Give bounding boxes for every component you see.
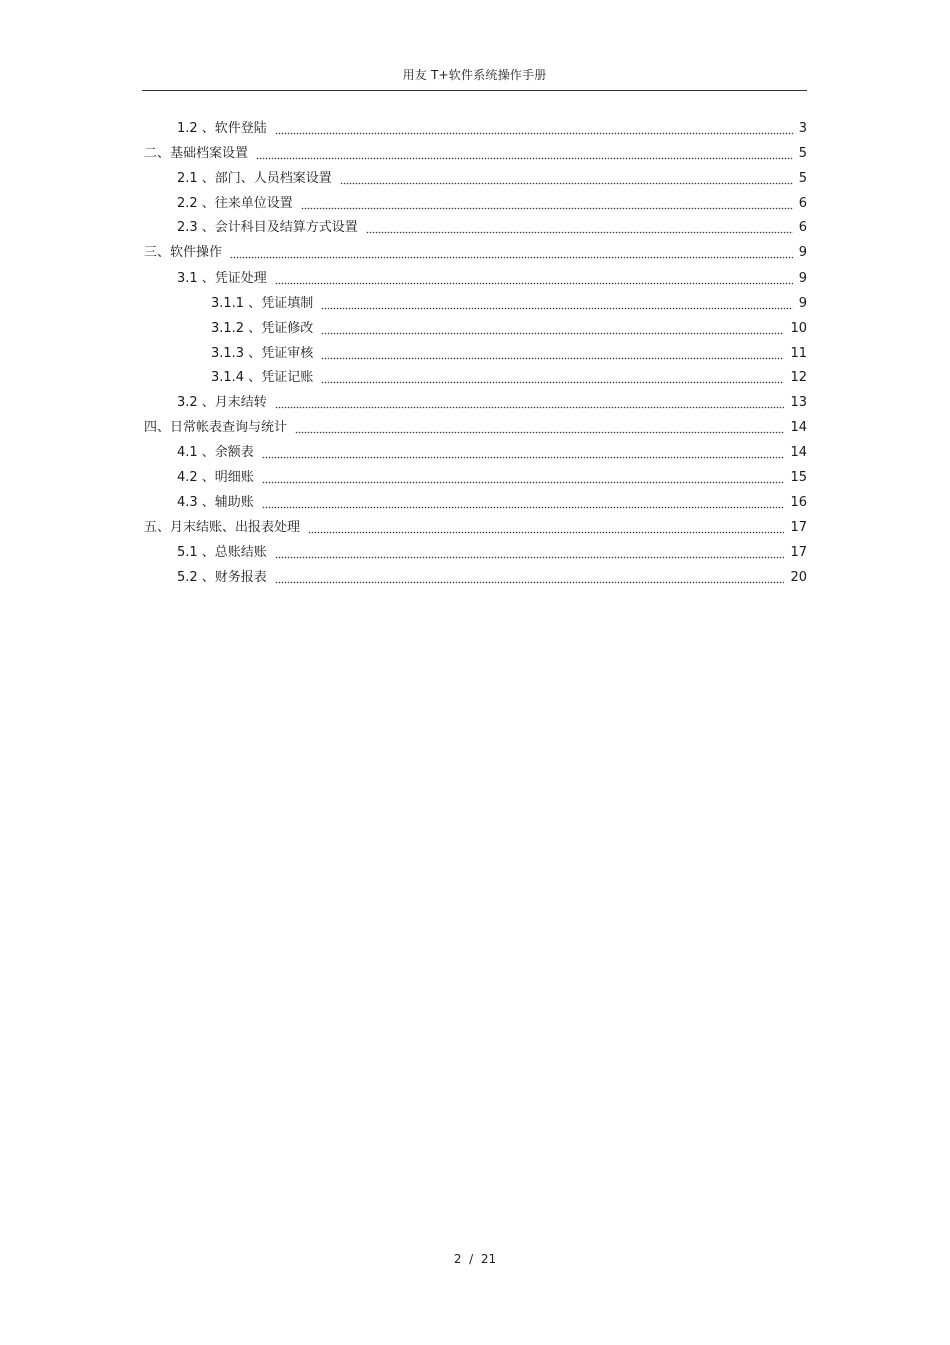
current-page-number: 2	[453, 1252, 462, 1266]
page-footer	[0, 1252, 950, 1266]
toc-entry-label: 5.2 、财务报表	[177, 570, 267, 585]
toc-entry-2-3[interactable]	[177, 218, 807, 238]
toc-page-number: 5	[798, 146, 807, 161]
toc-entry-label: 2.3 、会计科目及结算方式设置	[177, 220, 358, 235]
toc-entry-label: 三、软件操作	[144, 245, 223, 260]
toc-page-number: 15	[790, 470, 807, 485]
toc-dot-leader	[340, 169, 793, 189]
toc-entry-label: 5.1 、总账结账	[177, 545, 267, 560]
toc-page-number: 6	[798, 196, 807, 211]
toc-dot-leader	[275, 119, 793, 139]
toc-dot-leader	[275, 568, 785, 588]
toc-page-number: 9	[798, 296, 807, 311]
toc-entry-label: 五、月末结账、出报表处理	[144, 520, 301, 535]
toc-entry-label: 3.1.4 、凭证记账	[211, 370, 314, 385]
table-of-contents	[0, 0, 950, 600]
document-title: 用友 T+软件系统操作手册	[402, 68, 547, 82]
toc-entry-5-2[interactable]	[177, 568, 807, 588]
toc-page-number: 14	[790, 420, 807, 435]
toc-entry-3-1-3[interactable]	[211, 344, 807, 364]
toc-dot-leader	[321, 319, 784, 339]
toc-dot-leader	[321, 368, 784, 388]
toc-entry-label: 4.3 、辅助账	[177, 495, 254, 510]
toc-page-number: 20	[790, 570, 807, 585]
toc-entry-chapter-5[interactable]	[144, 518, 807, 538]
toc-entry-label: 3.1.1 、凭证填制	[211, 296, 314, 311]
toc-entry-label: 4.1 、余额表	[177, 445, 254, 460]
toc-page-number: 9	[798, 271, 807, 286]
toc-entry-5-1[interactable]	[177, 543, 807, 563]
toc-dot-leader	[295, 418, 784, 438]
toc-page-number: 11	[790, 346, 807, 361]
toc-dot-leader	[301, 194, 793, 214]
toc-dot-leader	[262, 443, 785, 463]
toc-entry-4-2[interactable]	[177, 468, 807, 488]
toc-dot-leader	[262, 493, 785, 513]
toc-dot-leader	[308, 518, 784, 538]
toc-entry-chapter-2[interactable]	[144, 144, 807, 164]
toc-entry-3-1-1[interactable]	[211, 294, 807, 314]
toc-entry-2-1[interactable]	[177, 169, 807, 189]
toc-page-number: 9	[798, 245, 807, 260]
toc-dot-leader	[366, 218, 793, 238]
toc-page-number: 5	[798, 171, 807, 186]
toc-entry-3-1-2[interactable]	[211, 319, 807, 339]
toc-entry-3-2[interactable]	[177, 393, 807, 413]
toc-entry-3-1[interactable]	[177, 269, 807, 289]
toc-page-number: 12	[790, 370, 807, 385]
toc-page-number: 17	[790, 520, 807, 535]
toc-entry-label: 3.1 、凭证处理	[177, 271, 267, 286]
toc-page-number: 10	[790, 321, 807, 336]
toc-entry-4-1[interactable]	[177, 443, 807, 463]
toc-dot-leader	[275, 393, 785, 413]
toc-page-number: 3	[798, 121, 807, 136]
toc-dot-leader	[321, 294, 793, 314]
toc-dot-leader	[275, 543, 785, 563]
toc-page-number: 16	[790, 495, 807, 510]
toc-dot-leader	[256, 144, 793, 164]
toc-entry-4-3[interactable]	[177, 493, 807, 513]
toc-dot-leader	[321, 344, 784, 364]
toc-page-number: 6	[798, 220, 807, 235]
toc-entry-chapter-4[interactable]	[144, 418, 807, 438]
toc-entry-label: 3.2 、月末结转	[177, 395, 267, 410]
toc-page-number: 13	[790, 395, 807, 410]
toc-dot-leader	[262, 468, 785, 488]
toc-entry-label: 3.1.2 、凭证修改	[211, 321, 314, 336]
total-page-count: 21	[480, 1252, 497, 1266]
toc-entry-label: 二、基础档案设置	[144, 146, 249, 161]
page-separator: /	[469, 1252, 474, 1266]
toc-dot-leader	[275, 269, 793, 289]
toc-entry-label: 3.1.3 、凭证审核	[211, 346, 314, 361]
toc-entry-1-2[interactable]	[177, 119, 807, 139]
toc-entry-label: 四、日常帐表查询与统计	[144, 420, 288, 435]
toc-entry-label: 2.2 、往来单位设置	[177, 196, 293, 211]
toc-entry-chapter-3[interactable]	[144, 243, 807, 263]
toc-entry-label: 1.2 、软件登陆	[177, 121, 267, 136]
toc-page-number: 17	[790, 545, 807, 560]
toc-entry-label: 4.2 、明细账	[177, 470, 254, 485]
toc-page-number: 14	[790, 445, 807, 460]
toc-entry-label: 2.1 、部门、人员档案设置	[177, 171, 332, 186]
toc-entry-2-2[interactable]	[177, 194, 807, 214]
toc-entry-3-1-4[interactable]	[211, 368, 807, 388]
toc-dot-leader	[230, 243, 793, 263]
